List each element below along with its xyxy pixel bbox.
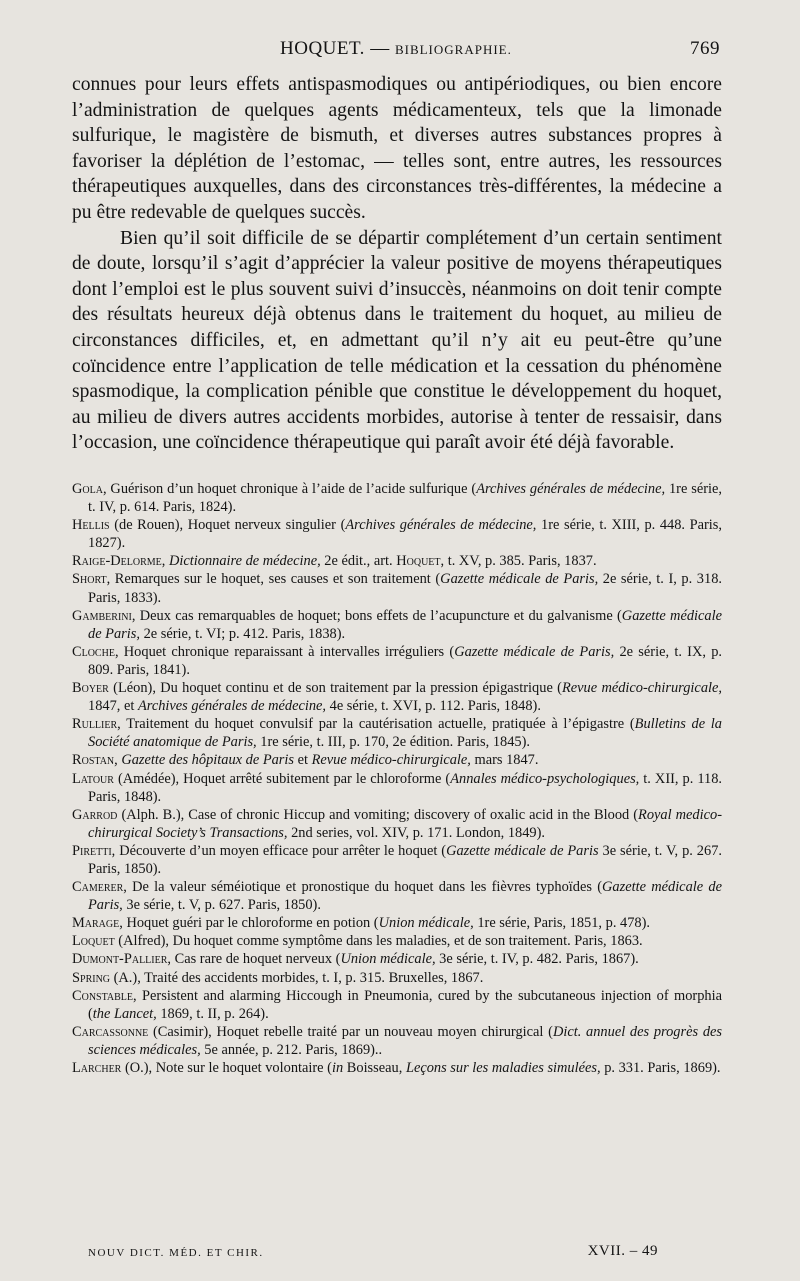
- entry-text: , Hoquet chronique reparaissant à intervalles irréguliers (: [114, 643, 455, 660]
- bibliography-entry: [72, 969, 722, 987]
- entry-text: 3e série, t. V, p. 627. Paris, 1850).: [122, 897, 321, 914]
- entry-author: Garrod: [72, 806, 118, 823]
- entry-author: Larcher: [72, 1060, 122, 1076]
- entry-author: Carcassonne: [72, 1023, 149, 1040]
- page-number: 769: [690, 38, 720, 59]
- entry-text: , Deux cas remarquables de hoquet; bons effets de l’acupuncture et du galvanisme (: [131, 607, 622, 624]
- entry-text: (Alph. B.), Case of chronic Hiccup and vomiting; discovery of oxalic acid in the Blood (: [117, 806, 639, 823]
- entry-title-italic: Dict. annuel des progrès des sciences médicales,: [88, 1023, 722, 1058]
- bibliography-entry: [72, 1023, 722, 1059]
- bibliography-entry: [72, 552, 722, 570]
- bibliography-entry: [72, 643, 722, 679]
- entry-title-italic: Annales médico-psychologiques,: [450, 770, 640, 787]
- entry-text: , Découverte d’un moyen efficace pour arrêter le hoquet (: [111, 842, 447, 859]
- entry-author: Raige-Delorme: [72, 553, 162, 570]
- entry-author: Latour: [72, 770, 114, 787]
- bibliography-entry: [72, 1059, 722, 1077]
- entry-text: , Persistent and alarming Hiccough in Pneumonia, cured by the subcutaneous injection of morphia (: [88, 987, 722, 1022]
- entry-author: Cloche: [72, 643, 115, 660]
- entry-text: , Traitement du hoquet convulsif par la cautérisation actuelle, pratiquée à l’épigastre (: [117, 716, 635, 733]
- bibliography-entry: [72, 751, 722, 769]
- entry-text: 2e série, t. IX, p. 809. Paris, 1841).: [88, 643, 722, 678]
- entry-text: , Cas rare de hoquet nerveux (: [167, 951, 341, 968]
- entry-text: , De la valeur séméiotique et pronostique du hoquet dans les fièvres typhoïdes (: [123, 879, 602, 896]
- entry-title-italic: Revue médico-chirurgicale,: [561, 680, 722, 697]
- entry-text: 3e série, t. V, p. 267. Paris, 1850).: [88, 842, 722, 877]
- bibliography-entry: [72, 806, 722, 842]
- entry-text: , Remarques sur le hoquet, ses causes et son traitement (: [106, 571, 441, 588]
- entry-author: Marage: [72, 915, 120, 932]
- entry-text: (de Rouen), Hoquet nerveux singulier (: [109, 517, 346, 534]
- entry-author: Constable: [72, 987, 134, 1004]
- entry-text: et: [294, 752, 312, 769]
- entry-title-italic: Bulletins de la Société anatomique de Paris,: [88, 716, 723, 751]
- entry-text: 1re série, t. IV, p. 614. Paris, 1824).: [88, 481, 722, 516]
- entry-text: 2e série, t. I, p. 318. Paris, 1833).: [88, 571, 722, 606]
- entry-text: (Casimir), Hoquet rebelle traité par un nouveau moyen chirurgical (: [148, 1023, 553, 1040]
- entry-text: 3e série, t. IV, p. 482. Paris, 1867).: [435, 951, 639, 968]
- entry-text: 1847, et: [88, 698, 138, 715]
- bibliography-entry: [72, 715, 722, 751]
- entry-text: (Alfred), Du hoquet comme symptôme dans les maladies, et de son traitement. Paris, 1863.: [114, 933, 643, 950]
- entry-title-italic: Leçons sur les maladies simulées,: [405, 1060, 601, 1076]
- entry-text: (A.), Traité des accidents morbides, t. I, p. 315. Bruxelles, 1867.: [110, 969, 484, 986]
- running-title: [280, 38, 512, 60]
- bibliography-entry: [72, 607, 722, 643]
- entry-text: 2nd series, vol. XIV, p. 171. London, 1849).: [287, 824, 546, 841]
- bibliography-entry: [72, 480, 722, 516]
- entry-author: Gola: [72, 481, 103, 497]
- entry-author: Rostan: [72, 752, 115, 769]
- entry-text: p. 331. Paris, 1869).: [600, 1060, 721, 1076]
- entry-text: t. XII, p. 118. Paris, 1848).: [88, 770, 722, 805]
- entry-title-italic: Gazette médicale de Paris,: [454, 643, 615, 660]
- entry-title-italic: Gazette médicale de Paris,: [88, 607, 722, 642]
- entry-text: Hoquet: [396, 553, 441, 570]
- entry-text: 4e série, t. XVI, p. 112. Paris, 1848).: [326, 698, 541, 715]
- entry-text: (Amédée), Hoquet arrêté subitement par le chloroforme (: [113, 770, 451, 787]
- entry-title-italic: Gazette médicale de Paris: [446, 842, 599, 859]
- entry-text: 5e année, p. 212. Paris, 1869)..: [200, 1041, 383, 1058]
- running-title-section: BIBLIOGRAPHIE.: [394, 42, 512, 57]
- entry-title-italic: Archives générales de médecine,: [476, 481, 666, 497]
- entry-author: Boyer: [72, 680, 109, 697]
- running-head: [70, 38, 720, 64]
- bibliography-entry: [72, 842, 722, 878]
- entry-author: Dumont-Pallier: [72, 951, 168, 968]
- bibliography-entry: [72, 770, 722, 806]
- page-footer: [88, 1243, 658, 1263]
- entry-author: Hellis: [72, 517, 110, 534]
- entry-author: Rullier: [72, 716, 118, 733]
- entry-text: 1869, t. II, p. 264).: [156, 1005, 269, 1022]
- entry-author: Camerer: [72, 879, 124, 896]
- footer-volume-sheet: XVII. – 49: [587, 1243, 658, 1259]
- bibliography-entry: [72, 914, 722, 932]
- entry-text: , Guérison d’un hoquet chronique à l’aide de l’acide sulfurique (: [102, 481, 477, 497]
- entry-text: 1re série, t. III, p. 170, 2e édition. Paris, 1845).: [256, 734, 531, 751]
- entry-text: ,: [114, 752, 122, 769]
- bibliography-entry: [72, 932, 722, 950]
- bibliography-entry: [72, 570, 722, 606]
- bibliography-entry: [72, 950, 722, 968]
- running-title-main: HOQUET.: [280, 38, 365, 59]
- running-title-dash: —: [364, 38, 395, 59]
- entry-title-italic: Gazette médicale de Paris,: [440, 571, 599, 588]
- entry-title-italic: Gazette des hôpitaux de Paris: [121, 752, 295, 769]
- paragraph-1: connues pour leurs effets antispasmodiques ou antipériodiques, ou bien encore l’administration de quelques agents médicamenteux, tels que la limonade sulfurique, le magistère de bismuth, et diverses autres substances propres à favoriser la déplétion de l’estomac, — telles sont, entre autres, les ressources thérapeutiques auxquelles, dans des circonstances très-différentes, la médecine a pu être redevable de quelques succès.: [72, 74, 722, 223]
- bibliography-entry: [72, 516, 722, 552]
- entry-text: (O.), Note sur le hoquet volontaire (: [121, 1060, 332, 1076]
- entry-title-italic: Archives générales de médecine,: [137, 698, 327, 715]
- bibliography-list: [72, 480, 722, 1077]
- entry-author: Short: [72, 571, 107, 588]
- entry-text: Boisseau,: [343, 1060, 406, 1076]
- entry-author: Gamberini: [72, 607, 132, 624]
- entry-text: ,: [161, 553, 169, 570]
- entry-title-italic: Dictionnaire de médecine,: [168, 553, 321, 570]
- bibliography-entry: [72, 679, 722, 715]
- entry-text: 1re série, t. XIII, p. 448. Paris, 1827).: [88, 517, 722, 552]
- entry-title-italic: Union médicale,: [378, 915, 474, 932]
- footer-signature: NOUV DICT. MÉD. ET CHIR.: [88, 1247, 264, 1259]
- entry-author: Loquet: [72, 933, 115, 950]
- entry-text: (Léon), Du hoquet continu et de son traitement par la pression épigastrique (: [108, 680, 562, 697]
- bibliography-entry: [72, 878, 722, 914]
- entry-title-italic: Union médicale,: [340, 951, 436, 968]
- entry-text: 2e édit., art.: [320, 553, 397, 570]
- entry-text: 1re série, Paris, 1851, p. 478).: [473, 915, 650, 932]
- entry-author: Spring: [72, 969, 111, 986]
- entry-title-italic: Revue médico-chirurgicale,: [311, 752, 471, 769]
- entry-title-italic: Archives générales de médecine,: [345, 517, 537, 534]
- entry-title-italic: the Lancet,: [92, 1005, 157, 1022]
- entry-text: 2e série, t. VI; p. 412. Paris, 1838).: [139, 625, 346, 642]
- entry-text: , Hoquet guéri par le chloroforme en potion (: [119, 915, 379, 932]
- entry-title-italic: Gazette médicale de Paris,: [88, 879, 722, 914]
- entry-text: , t. XV, p. 385. Paris, 1837.: [440, 553, 597, 570]
- body-text: [72, 72, 722, 456]
- bibliography-entry: [72, 987, 722, 1023]
- entry-title-italic: Royal medico-chirurgical Society’s Transactions,: [88, 806, 723, 841]
- entry-title-italic: in: [331, 1060, 344, 1076]
- entry-author: Piretti: [72, 842, 112, 859]
- entry-text: mars 1847.: [470, 752, 539, 769]
- paragraph-2: Bien qu’il soit difficile de se départir complétement d’un certain sentiment de doute, lorsqu’il s’agit d’apprécier la valeur positive de moyens thérapeutiques dont l’emploi est le plus souvent suivi d’insuccès, néanmoins on doit tenir compte des résultats heureux déjà obtenus dans le traitement du hoquet, au milieu de circonstances difficiles, et, en admettant qu’il n’y ait eu peut-être qu’une coïncidence entre l’application de telle médication et la cessation du phénomène spasmodique, la complication pénible que constitue le développement du hoquet, au milieu de divers autres accidents morbides, autorise à tenter de ressaisir, dans l’occasion, une coïncidence thérapeutique qui paraît avoir été déjà favorable.: [72, 227, 722, 454]
